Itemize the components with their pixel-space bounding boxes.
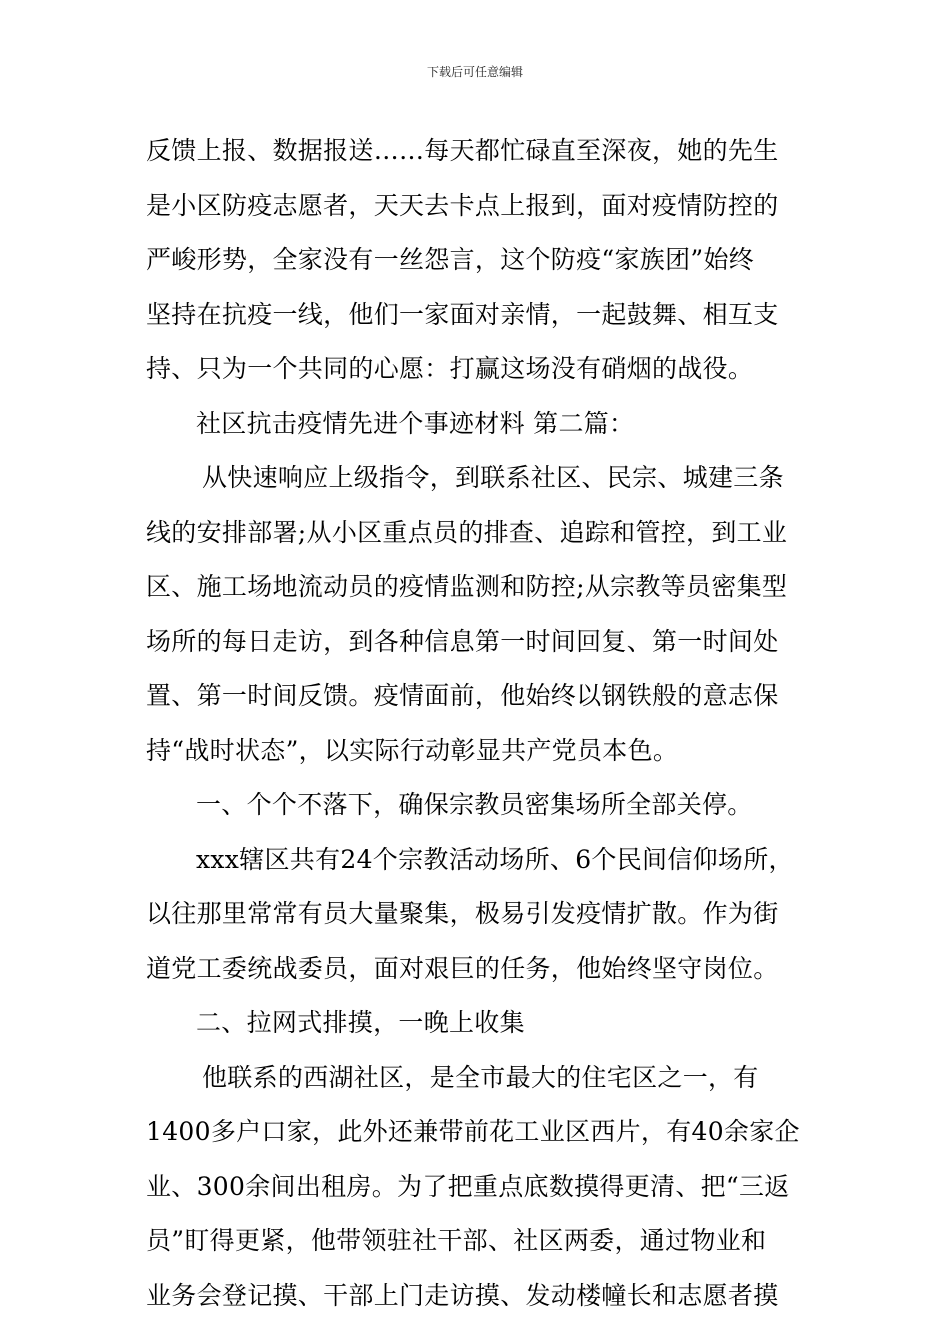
text-line: 线的安排部署;从小区重点员的排查、追踪和管控，到工业 [146,517,788,547]
text-line: 道党工委统战委员，面对艰巨的任务，他始终坚守岗位。 [146,953,779,983]
text-line: 员”盯得更紧，他带领驻社干部、社区两委，通过物业和 [146,1226,767,1255]
text-line: 业、300余间出租房。为了把重点底数摸得更清、把“三返 [146,1171,790,1201]
text-line: 置、第一时间反馈。疫情面前，他始终以钢铁般的意志保 [146,681,779,710]
text-line: 持“战时状态”，以实际行动彰显共产党员本色。 [146,735,679,765]
text-line: 是小区防疫志愿者，天天去卡点上报到，面对疫情防控的 [146,190,779,220]
text-line: 场所的每日走访，到各种信息第一时间回复、第一时间处 [146,626,779,656]
text-line: 坚持在抗疫一线，他们一家面对亲情，一起鼓舞、相互支 [146,299,779,329]
paragraph-family-volunteers [146,124,806,397]
section-heading-part-two [146,397,806,452]
text-line: 持、只为一个共同的心愿：打赢这场没有硝烟的战役。 [146,354,754,383]
text-line: 反馈上报、数据报送……每天都忙碌直至深夜，她的先生 [146,136,779,165]
paragraph-response-summary [146,451,806,778]
text-line: 社区抗击疫情先进个事迹材料 第二篇： [196,408,635,438]
text-line: 严峻形势，全家没有一丝怨言，这个防疫“家族团”始终 [146,245,755,274]
text-line: 从快速响应上级指令，到联系社区、民宗、城建三条 [202,463,784,492]
text-line: xxx辖区共有24个宗教活动场所、6个民间信仰场所， [196,844,794,874]
text-line: 1400多户口家，此外还兼带前花工业区西片，有40余家企 [146,1117,800,1146]
text-line: 以往那里常常有员大量聚集，极易引发疫情扩散。作为街 [146,899,779,928]
page-header: 下载后可任意编辑 [426,65,523,79]
document-body [146,124,806,1323]
paragraph-religious-sites [146,833,806,997]
text-line: 业务会登记摸、干部上门走访摸、发动楼幢长和志愿者摸 [146,1280,779,1310]
text-line: 区、施工场地流动员的疫情监测和防控;从宗教等员密集型 [146,572,788,601]
text-line: 他联系的西湖社区，是全市最大的住宅区之一，有 [202,1062,759,1092]
paragraph-xihu-community [146,1051,806,1324]
subheading-one [146,778,806,833]
text-line: 二、拉网式排摸，一晚上收集 [196,1008,525,1037]
text-line: 一、个个不落下，确保宗教员密集场所全部关停。 [196,790,753,819]
subheading-two [146,996,806,1051]
